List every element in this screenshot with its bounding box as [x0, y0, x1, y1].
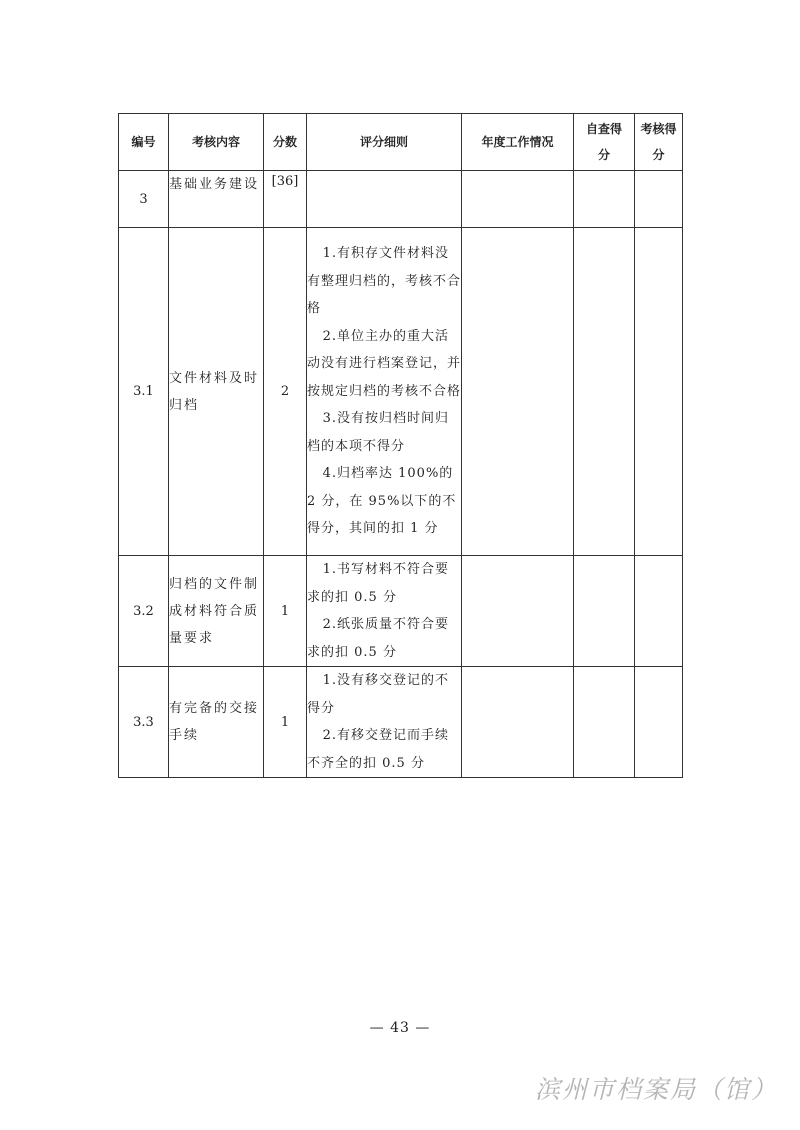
- row-rules: [307, 171, 462, 228]
- row-self-check: [574, 228, 635, 556]
- row-content: 文件材料及时归档: [169, 228, 264, 556]
- row-annual-work: [462, 556, 574, 667]
- scoring-table: [118, 113, 683, 778]
- row-assessment: [635, 228, 683, 556]
- row-rules: [307, 556, 462, 667]
- row-self-check: [574, 171, 635, 228]
- table-header-row: [119, 114, 683, 171]
- row-content: 基础业务建设: [169, 171, 264, 228]
- row-content: 归档的文件制成材料符合质量要求: [169, 556, 264, 667]
- row-content: 有完备的交接手续: [169, 667, 264, 778]
- header-score: 分数: [264, 114, 307, 171]
- row-assessment: [635, 171, 683, 228]
- rule-item: 1.没有移交登记的不得分: [307, 673, 449, 716]
- row-rules: [307, 228, 462, 556]
- table-row: [119, 556, 683, 667]
- row-rules: [307, 667, 462, 778]
- rule-item: 3.没有按归档时间归档的本项不得分: [307, 411, 449, 454]
- header-number: 编号: [119, 114, 169, 171]
- row-number: 3.3: [119, 667, 169, 778]
- row-score: 1: [264, 556, 307, 667]
- row-assessment: [635, 556, 683, 667]
- rule-item: 1.有积存文件材料没有整理归档的，考核不合格: [307, 246, 462, 317]
- row-number: 3.2: [119, 556, 169, 667]
- row-score: [36]: [264, 171, 307, 228]
- header-annual-work: 年度工作情况: [462, 114, 574, 171]
- row-assessment: [635, 667, 683, 778]
- row-annual-work: [462, 171, 574, 228]
- header-self-check: 自查得分: [574, 114, 635, 171]
- table-row: [119, 667, 683, 778]
- rule-item: 2.单位主办的重大活动没有进行档案登记，并按规定归档的考核不合格: [307, 328, 462, 399]
- page-number: — 43 —: [369, 1020, 431, 1036]
- row-self-check: [574, 556, 635, 667]
- row-annual-work: [462, 228, 574, 556]
- watermark-text: 滨州市档案局（馆）: [534, 1075, 778, 1104]
- rule-item: 1.书写材料不符合要求的扣 0.5 分: [307, 562, 449, 605]
- row-annual-work: [462, 667, 574, 778]
- rule-item: 2.纸张质量不符合要求的扣 0.5 分: [307, 617, 449, 660]
- row-score: 2: [264, 228, 307, 556]
- header-assessment: 考核得分: [635, 114, 683, 171]
- rule-item: 4.归档率达 100%的 2 分，在 95%以下的不得分，其间的扣 1 分: [307, 466, 457, 537]
- row-number: 3.1: [119, 228, 169, 556]
- row-number: 3: [119, 171, 169, 228]
- row-self-check: [574, 667, 635, 778]
- table-row: [119, 228, 683, 556]
- header-content: 考核内容: [169, 114, 264, 171]
- header-rules: 评分细则: [307, 114, 462, 171]
- table-row: [119, 171, 683, 228]
- rule-item: 2.有移交登记而手续不齐全的扣 0.5 分: [307, 728, 449, 771]
- row-score: 1: [264, 667, 307, 778]
